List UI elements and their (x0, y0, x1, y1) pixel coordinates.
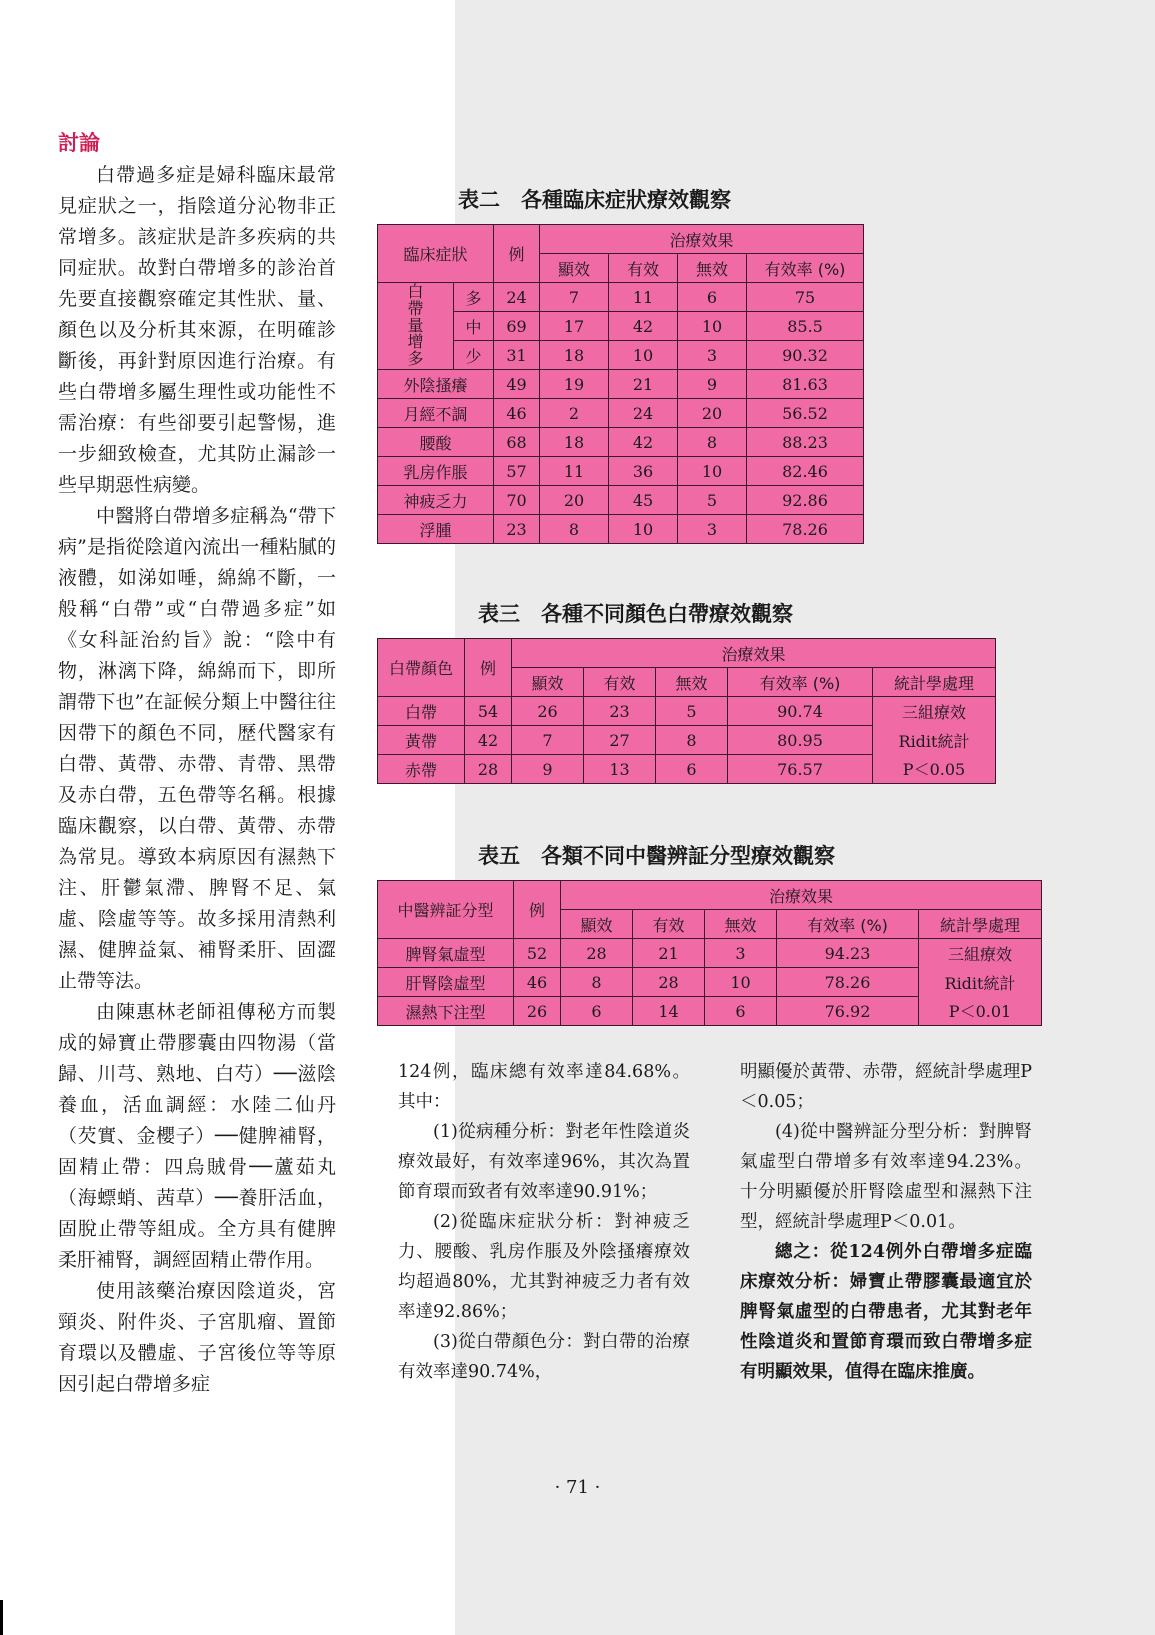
table2-header-col: 有效率 (%) (747, 254, 864, 283)
table3-header-col: 有效率 (%) (728, 668, 873, 697)
body-paragraph: (3)從白帶顏色分：對白帶的治療有效率達90.74%， (398, 1332, 690, 1382)
table-cell: 80.95 (728, 726, 873, 755)
table-cell: 10 (609, 515, 678, 544)
table-cell: 赤帶 (378, 755, 465, 784)
table5-header-group: 治療效果 (561, 881, 1042, 910)
table5-header-col: 無效 (705, 910, 777, 939)
body-paragraph: (4)從中醫辨証分型分析：對脾腎氣虛型白帶增多有效率達94.23%。十分明顯優於肝腎陰虛型和濕熱下注型，經統計學處理P＜0.01。 (740, 1122, 1032, 1232)
table-cell: 13 (584, 755, 656, 784)
discussion-paragraph: 白帶過多症是婦科臨床最常見症狀之一，指陰道分沁物非正常增多。該症狀是許多疾病的共同症狀。故對白帶增多的診治首先要直接觀察確定其性狀、量、顏色以及分析其來源，在明確診斷後，再針對原因進行治療。有些白帶增多屬生理性或功能性不需治療：有些卻要引起警惕，進一步細致檢查，尤其防止漏診一些早期惡性病變。 (58, 164, 336, 496)
discussion-section (58, 128, 336, 1400)
table-cell: 7 (540, 283, 609, 312)
results-right-column (740, 1057, 1032, 1387)
table2-header-col: 有效 (609, 254, 678, 283)
body-paragraph: 明顯優於黃帶、赤帶，經統計學處理P＜0.05； (740, 1062, 1032, 1112)
table-cell: 6 (656, 755, 728, 784)
table-cell: 10 (678, 312, 747, 341)
table2-header-symptom: 臨床症狀 (378, 225, 494, 283)
table-cell: 8 (540, 515, 609, 544)
table-cell: 三組療效 (873, 697, 996, 726)
table-row (378, 755, 996, 784)
table-cell: 21 (609, 370, 678, 399)
table-cell: 31 (494, 341, 540, 370)
discussion-paragraph: 使用該藥治療因陰道炎，宮頸炎、附件炎、子宮肌瘤、置節育環以及體虛、子宮後位等等原因引起白帶增多症 (58, 1280, 336, 1395)
table-cell: 3 (678, 515, 747, 544)
table-cell: 10 (705, 968, 777, 997)
table-row (378, 486, 864, 515)
table-cell: 5 (678, 486, 747, 515)
table2-header-col: 顯效 (540, 254, 609, 283)
table-row (378, 697, 996, 726)
body-paragraph: (1)從病種分析：對老年性陰道炎療效最好，有效率達96%，其次為置節育環而致者有效率達90.91%； (398, 1122, 690, 1202)
table-cell: P＜0.01 (919, 997, 1042, 1026)
table-cell: 46 (494, 399, 540, 428)
table5 (377, 880, 1042, 1026)
table-cell: 49 (494, 370, 540, 399)
table-row (378, 939, 1042, 968)
table-cell: Ridit統計 (919, 968, 1042, 997)
table2-title: 表二 各種臨床症狀療效觀察 (458, 188, 731, 212)
table3-title: 表三 各種不同顏色白帶療效觀察 (478, 602, 793, 626)
table-cell: 78.26 (777, 968, 919, 997)
table-cell: 42 (609, 428, 678, 457)
table5-header-first: 中醫辨証分型 (378, 881, 514, 939)
crop-mark (0, 1600, 3, 1635)
table5-header-col: 有效 (633, 910, 705, 939)
table5-header-col: 有效率 (%) (777, 910, 919, 939)
table2-amount-label: 白帶量增多 (378, 283, 454, 370)
table3-header-col: 無效 (656, 668, 728, 697)
table-cell: 月經不調 (378, 399, 494, 428)
table-cell: 21 (633, 939, 705, 968)
table-cell: 36 (609, 457, 678, 486)
table-cell: 26 (512, 697, 584, 726)
table-cell: 24 (494, 283, 540, 312)
table-cell: 57 (494, 457, 540, 486)
table-cell: 23 (494, 515, 540, 544)
table-cell: 69 (494, 312, 540, 341)
table-cell: 76.57 (728, 755, 873, 784)
table5-header-col: 統計學處理 (919, 910, 1042, 939)
table-cell: 9 (678, 370, 747, 399)
table-cell: 42 (609, 312, 678, 341)
table-cell: 11 (609, 283, 678, 312)
table-row (378, 428, 864, 457)
table-row (378, 968, 1042, 997)
table-cell: 52 (514, 939, 561, 968)
table-cell: 17 (540, 312, 609, 341)
table-row (378, 997, 1042, 1026)
table-row (378, 399, 864, 428)
table-cell: 92.86 (747, 486, 864, 515)
table-cell: 45 (609, 486, 678, 515)
conclusion-paragraph: 總之：從124例外白帶增多症臨床療效分析：婦寶止帶膠囊最適宜於脾腎氣虛型的白帶患者，尤其對老年性陰道炎和置節育環而致白帶增多症有明顯效果，值得在臨床推廣。 (740, 1242, 1032, 1382)
table2 (377, 224, 864, 544)
table-cell: 76.92 (777, 997, 919, 1026)
table-cell: 8 (678, 428, 747, 457)
table-cell: 42 (465, 726, 512, 755)
table-row (378, 370, 864, 399)
table-cell: 90.74 (728, 697, 873, 726)
table-cell: 腰酸 (378, 428, 494, 457)
table-cell: 5 (656, 697, 728, 726)
table-cell: 20 (540, 486, 609, 515)
table2-header-cases: 例 (494, 225, 540, 283)
table5-header-cases: 例 (514, 881, 561, 939)
table-cell: 46 (514, 968, 561, 997)
table-cell: Ridit統計 (873, 726, 996, 755)
table-cell: 70 (494, 486, 540, 515)
table-cell: 10 (609, 341, 678, 370)
table5-header-col: 顯效 (561, 910, 633, 939)
body-paragraph: 124例，臨床總有效率達84.68%。其中： (398, 1062, 690, 1112)
table-cell: 外陰搔癢 (378, 370, 494, 399)
table-cell: 85.5 (747, 312, 864, 341)
table2-header-col: 無效 (678, 254, 747, 283)
table-cell: P＜0.05 (873, 755, 996, 784)
table-cell: 20 (678, 399, 747, 428)
table-cell: 黃帶 (378, 726, 465, 755)
table-cell: 三組療效 (919, 939, 1042, 968)
results-middle-column (398, 1057, 690, 1387)
table-cell: 11 (540, 457, 609, 486)
table-cell: 7 (512, 726, 584, 755)
table3-header-col: 統計學處理 (873, 668, 996, 697)
table-cell: 88.23 (747, 428, 864, 457)
table-cell: 脾腎氣虛型 (378, 939, 514, 968)
table3-header-group: 治療效果 (512, 639, 996, 668)
discussion-paragraph: 中醫將白帶增多症稱為“帶下病”是指從陰道內流出一種粘膩的液體，如涕如唾，綿綿不斷，一般稱“白帶”或“白帶過多症”如《女科証治約旨》說：“陰中有物，淋漓下降，綿綿而下，即所謂帶下也”在証候分類上中醫往往因帶下的顏色不同，歷代醫家有白帶、黃帶、赤帶、青帶、黑帶及赤白帶，五色帶等名稱。根據臨床觀察，以白帶、黃帶、赤帶為常見。導致本病原因有濕熱下注、肝鬱氣滯、脾腎不足、氣虛、陰虛等等。故多採用清熱利濕、健脾益氣、補腎柔肝、固澀止帶等法。 (58, 505, 336, 992)
table-cell: 26 (514, 997, 561, 1026)
table-cell: 浮腫 (378, 515, 494, 544)
discussion-paragraph: 由陳惠林老師祖傳秘方而製成的婦寶止帶膠囊由四物湯（當歸、川芎、熟地、白芍）──滋陰養血，活血調經：水陸二仙丹（芡實、金櫻子）──健脾補腎，固精止帶：四烏賊骨──蘆茹丸（海螵蛸、茜草）──養肝活血，固脫止帶等組成。全方具有健脾柔肝補腎，調經固精止帶作用。 (58, 1001, 336, 1271)
table-row (378, 457, 864, 486)
table-cell: 54 (465, 697, 512, 726)
table-row (378, 726, 996, 755)
table-cell: 乳房作脹 (378, 457, 494, 486)
table-cell: 28 (561, 939, 633, 968)
table-cell: 28 (465, 755, 512, 784)
table-cell: 白帶 (378, 697, 465, 726)
table-cell: 90.32 (747, 341, 864, 370)
table2-header-group: 治療效果 (540, 225, 864, 254)
table3-header-col: 有效 (584, 668, 656, 697)
table3-header-cases: 例 (465, 639, 512, 697)
table-cell: 68 (494, 428, 540, 457)
table-cell: 8 (656, 726, 728, 755)
table-cell: 濕熱下注型 (378, 997, 514, 1026)
table-cell: 中 (454, 312, 494, 341)
table-cell: 19 (540, 370, 609, 399)
table-cell: 18 (540, 341, 609, 370)
page-number: · 71 · (554, 1477, 601, 1498)
table-cell: 78.26 (747, 515, 864, 544)
table5-title: 表五 各類不同中醫辨証分型療效觀察 (478, 844, 835, 868)
table-cell: 81.63 (747, 370, 864, 399)
table-row (378, 283, 864, 312)
table-cell: 2 (540, 399, 609, 428)
table-cell: 肝腎陰虛型 (378, 968, 514, 997)
table-cell: 多 (454, 283, 494, 312)
table-cell: 9 (512, 755, 584, 784)
table-cell: 少 (454, 341, 494, 370)
table-cell: 3 (678, 341, 747, 370)
table-cell: 94.23 (777, 939, 919, 968)
table-cell: 3 (705, 939, 777, 968)
table-cell: 75 (747, 283, 864, 312)
body-paragraph: (2)從臨床症狀分析：對神疲乏力、腰酸、乳房作脹及外陰搔癢療效均超過80%，尤其對神疲乏力者有效率達92.86%； (398, 1212, 690, 1322)
table-cell: 8 (561, 968, 633, 997)
table3-header-col: 顯效 (512, 668, 584, 697)
table-row (378, 515, 864, 544)
table-cell: 6 (678, 283, 747, 312)
table-cell: 6 (561, 997, 633, 1026)
table-cell: 28 (633, 968, 705, 997)
table3 (377, 638, 996, 784)
table-cell: 56.52 (747, 399, 864, 428)
table-cell: 27 (584, 726, 656, 755)
table-cell: 23 (584, 697, 656, 726)
table-cell: 24 (609, 399, 678, 428)
table-cell: 6 (705, 997, 777, 1026)
table-cell: 82.46 (747, 457, 864, 486)
table-cell: 神疲乏力 (378, 486, 494, 515)
table-cell: 18 (540, 428, 609, 457)
table-cell: 10 (678, 457, 747, 486)
table-cell: 14 (633, 997, 705, 1026)
table3-header-first: 白帶顏色 (378, 639, 465, 697)
discussion-heading: 討論 (58, 131, 100, 155)
